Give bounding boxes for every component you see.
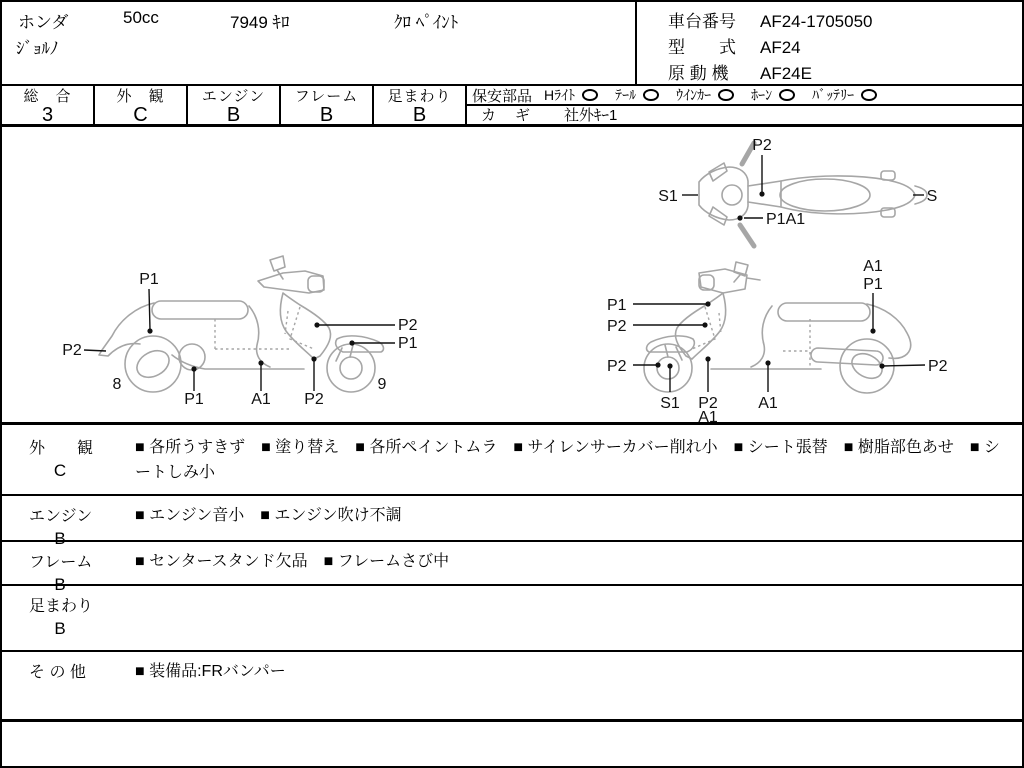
pass-circle-icon — [643, 89, 659, 101]
maker-name: ホンダ — [18, 13, 69, 32]
key-label: カ ギ — [481, 106, 533, 124]
rating-frame-value: B — [319, 104, 334, 126]
damage-label: P1 — [863, 276, 883, 293]
model-code-value: AF24 — [760, 38, 801, 57]
scooter-left-side-diagram — [52, 251, 432, 421]
pass-circle-icon — [861, 89, 877, 101]
condition-label-col — [2, 586, 135, 650]
condition-label: エンジン — [29, 508, 93, 525]
damage-label: A1 — [251, 391, 271, 408]
condition-row-exterior — [2, 428, 1022, 496]
damage-label: P2 — [607, 318, 627, 335]
damage-label: P1 — [139, 271, 159, 288]
damage-label: P2 — [928, 358, 948, 375]
damage-label: S — [926, 188, 938, 205]
condition-label: 外 観 — [29, 440, 94, 457]
damage-label: P1A1 — [766, 211, 806, 228]
header — [2, 2, 1022, 86]
rating-overall-value: 3 — [41, 104, 54, 126]
condition-grade: B — [54, 619, 66, 638]
pass-circle-icon — [718, 89, 734, 101]
scooter-top-view-outline — [699, 143, 927, 246]
body-color: ｸﾛ ﾍﾟｲﾝﾄ — [394, 13, 459, 32]
key-value: 社外ｷｰ1 — [564, 106, 618, 124]
model-code-label: 型 式 — [668, 38, 736, 57]
rating-frame — [281, 86, 374, 124]
engine-code-row — [668, 59, 812, 84]
condition-row-frame — [2, 542, 1022, 594]
chassis-number-label: 車台番号 — [668, 12, 736, 31]
damage-diagram-panel — [2, 130, 1022, 425]
rating-undercarriage — [374, 86, 467, 124]
condition-grade: B — [54, 575, 66, 594]
rating-frame-label: フレーム — [294, 88, 359, 105]
condition-label-col — [2, 652, 135, 719]
damage-label: S1 — [658, 188, 678, 205]
scooter-right-side-labels — [607, 258, 948, 423]
safety-parts-row — [467, 86, 1022, 106]
pass-circle-icon — [582, 89, 598, 101]
condition-row-engine — [2, 496, 1022, 548]
damage-label: 9 — [377, 376, 387, 393]
safety-item-taillight — [615, 85, 659, 105]
condition-items: ■ 装備品:FRバンパー — [135, 663, 286, 680]
damage-label: P2 — [304, 391, 324, 408]
condition-row-undercarriage — [2, 586, 1022, 652]
rating-exterior-label: 外 観 — [116, 88, 165, 105]
engine-code-label: 原 動 機 — [668, 64, 729, 83]
safety-item-headlight-label: Hﾗｲﾄ — [544, 87, 576, 103]
condition-label: 足まわり — [29, 598, 94, 615]
damage-label: P1 — [184, 391, 204, 408]
damage-label: A1 — [863, 258, 883, 275]
model-name: ｼﾞｮﾙﾉ — [16, 39, 59, 58]
rating-overall — [2, 86, 95, 124]
safety-item-taillight-label: ﾃｰﾙ — [615, 87, 637, 103]
displacement: 50cc — [123, 8, 159, 27]
rating-engine — [188, 86, 281, 124]
damage-label: P1 — [607, 297, 627, 314]
safety-item-battery — [812, 85, 877, 105]
safety-item-horn-label: ﾎｰﾝ — [751, 87, 773, 103]
condition-items: ■ センタースタンド欠品 ■ フレームさび中 — [135, 553, 450, 570]
condition-items — [135, 586, 1012, 650]
rating-engine-label: エンジン — [201, 88, 266, 105]
damage-label: S1 — [660, 395, 680, 412]
safety-item-winker — [676, 85, 734, 105]
empty-row — [2, 722, 1022, 763]
chassis-number-row — [668, 7, 872, 32]
safety-parts-cell — [467, 86, 1022, 124]
key-row — [467, 106, 1022, 122]
damage-label: 8 — [112, 376, 122, 393]
damage-label: P2 — [398, 317, 418, 334]
safety-item-headlight — [544, 85, 598, 105]
damage-label: P2 — [698, 395, 718, 412]
damage-label: A1 — [758, 395, 778, 412]
condition-grade: C — [53, 461, 67, 480]
condition-label-col — [2, 542, 135, 594]
condition-table — [2, 428, 1022, 763]
safety-parts-title: 保安部品 — [472, 87, 533, 105]
damage-label: P1 — [398, 335, 418, 352]
rating-undercarriage-label: 足まわり — [387, 88, 452, 105]
condition-grade: B — [54, 529, 66, 548]
rating-exterior — [95, 86, 188, 124]
condition-items: ■ 各所うすきず ■ 塗り替え ■ 各所ペイントムラ ■ サイレンサーカバー削れ小 ■ シート張替 ■ 樹脂部色あせ ■ シートしみ小 — [135, 439, 1000, 481]
chassis-number-value: AF24-1705050 — [760, 12, 873, 31]
scooter-top-view-diagram — [635, 134, 957, 254]
rating-engine-value: B — [226, 104, 241, 126]
damage-label: A1 — [698, 409, 718, 423]
safety-item-horn — [751, 85, 795, 105]
condition-items: ■ エンジン音小 ■ エンジン吹け不調 — [135, 507, 402, 524]
header-divider — [635, 2, 637, 86]
rating-overall-label: 総 合 — [23, 88, 72, 105]
damage-label: P2 — [752, 137, 772, 154]
pass-circle-icon — [779, 89, 795, 101]
condition-label: フレーム — [29, 554, 93, 571]
damage-label: P2 — [62, 342, 82, 359]
scooter-right-side-diagram — [595, 251, 970, 423]
condition-label-col — [2, 496, 135, 548]
ratings-row — [2, 86, 1022, 127]
condition-label: そ の 他 — [29, 664, 86, 681]
condition-label-col — [2, 428, 135, 494]
rating-undercarriage-value: B — [412, 104, 427, 126]
condition-row-other — [2, 652, 1022, 722]
mileage: 7949 ｷﾛ — [230, 13, 290, 32]
rating-exterior-value: C — [133, 104, 148, 126]
engine-code-value: AF24E — [760, 64, 812, 83]
damage-label: P2 — [607, 358, 627, 375]
scooter-left-side-seams — [215, 307, 314, 349]
safety-item-battery-label: ﾊﾞｯﾃﾘｰ — [812, 87, 855, 103]
model-code-row — [668, 33, 801, 58]
safety-item-winker-label: ｳｲﾝｶｰ — [676, 87, 712, 103]
